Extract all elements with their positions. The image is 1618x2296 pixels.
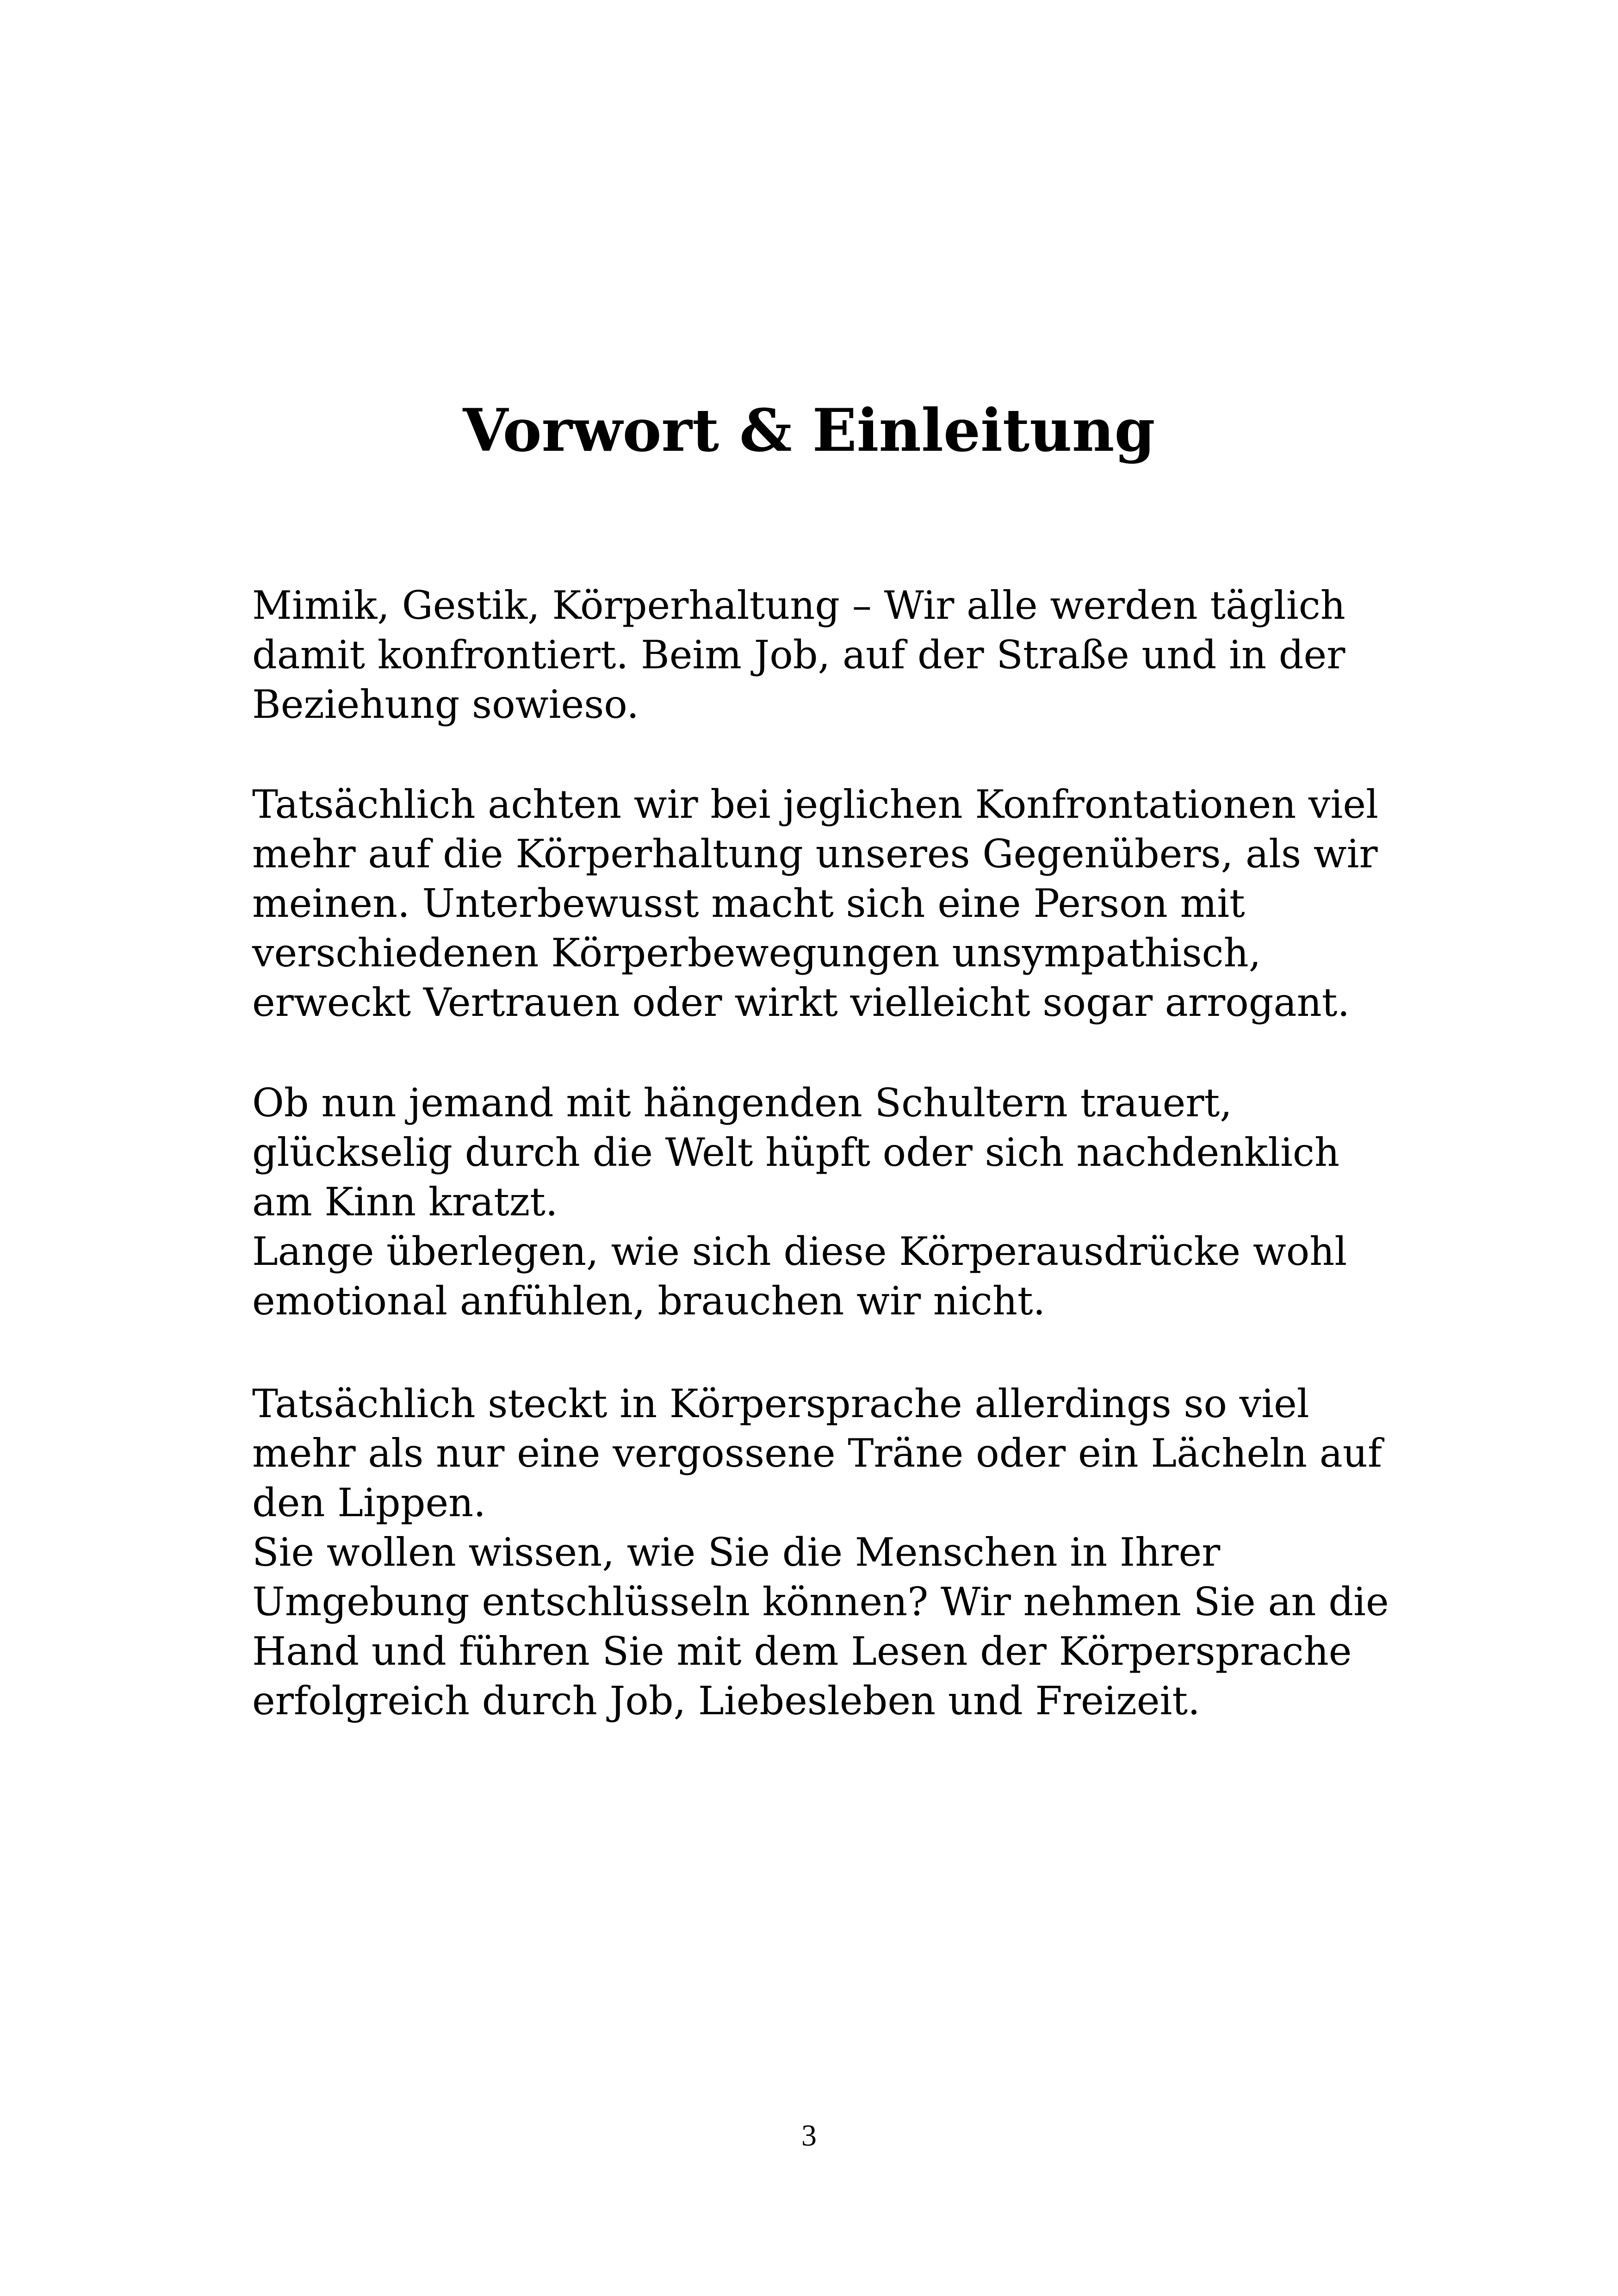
text-line: Beziehung sowieso. (252, 682, 639, 727)
text-line: meinen. Unterbewusst macht sich eine Person mit (252, 881, 1245, 926)
page-title: Vorwort & Einleitung (463, 396, 1155, 465)
text-line: damit konfrontiert. Beim Job, auf der Straße und in der (252, 632, 1345, 678)
text-line: glückselig durch die Welt hüpft oder sich nachdenklich (252, 1130, 1340, 1175)
text-line: erweckt Vertrauen oder wirkt vielleicht sogar arrogant. (252, 980, 1350, 1025)
text-line: emotional anfühlen, brauchen wir nicht. (252, 1278, 1046, 1324)
text-line: Tatsächlich achten wir bei jeglichen Konfrontationen viel (252, 782, 1378, 827)
paragraph-1 (252, 581, 1548, 729)
paragraph-4 (252, 1379, 1548, 1726)
text-line: verschiedenen Körperbewegungen unsympathisch, (252, 930, 1261, 976)
text-line: Hand und führen Sie mit dem Lesen der Körpersprache (252, 1629, 1352, 1674)
text-line: mehr als nur eine vergossene Träne oder ein Lächeln auf (252, 1431, 1382, 1476)
text-line: Ob nun jemand mit hängenden Schultern trauert, (252, 1080, 1233, 1126)
text-line: erfolgreich durch Job, Liebesleben und Freizeit. (252, 1678, 1200, 1724)
text-line: Sie wollen wissen, wie Sie die Menschen in Ihrer (252, 1530, 1221, 1575)
text-line: Tatsächlich steckt in Körpersprache allerdings so viel (252, 1381, 1309, 1426)
text-line: Umgebung entschlüsseln können? Wir nehmen Sie an die (252, 1579, 1389, 1624)
text-line: mehr auf die Körperhaltung unseres Gegenübers, als wir (252, 831, 1378, 877)
text-line: Lange überlegen, wie sich diese Körperausdrücke wohl (252, 1229, 1347, 1274)
page-number: 3 (801, 2119, 817, 2153)
paragraph-3 (252, 1078, 1548, 1326)
paragraph-2 (252, 780, 1548, 1027)
text-line: den Lippen. (252, 1480, 486, 1525)
text-line: am Kinn kratzt. (252, 1179, 558, 1225)
text-line: Mimik, Gestik, Körperhaltung – Wir alle werden täglich (252, 583, 1345, 628)
